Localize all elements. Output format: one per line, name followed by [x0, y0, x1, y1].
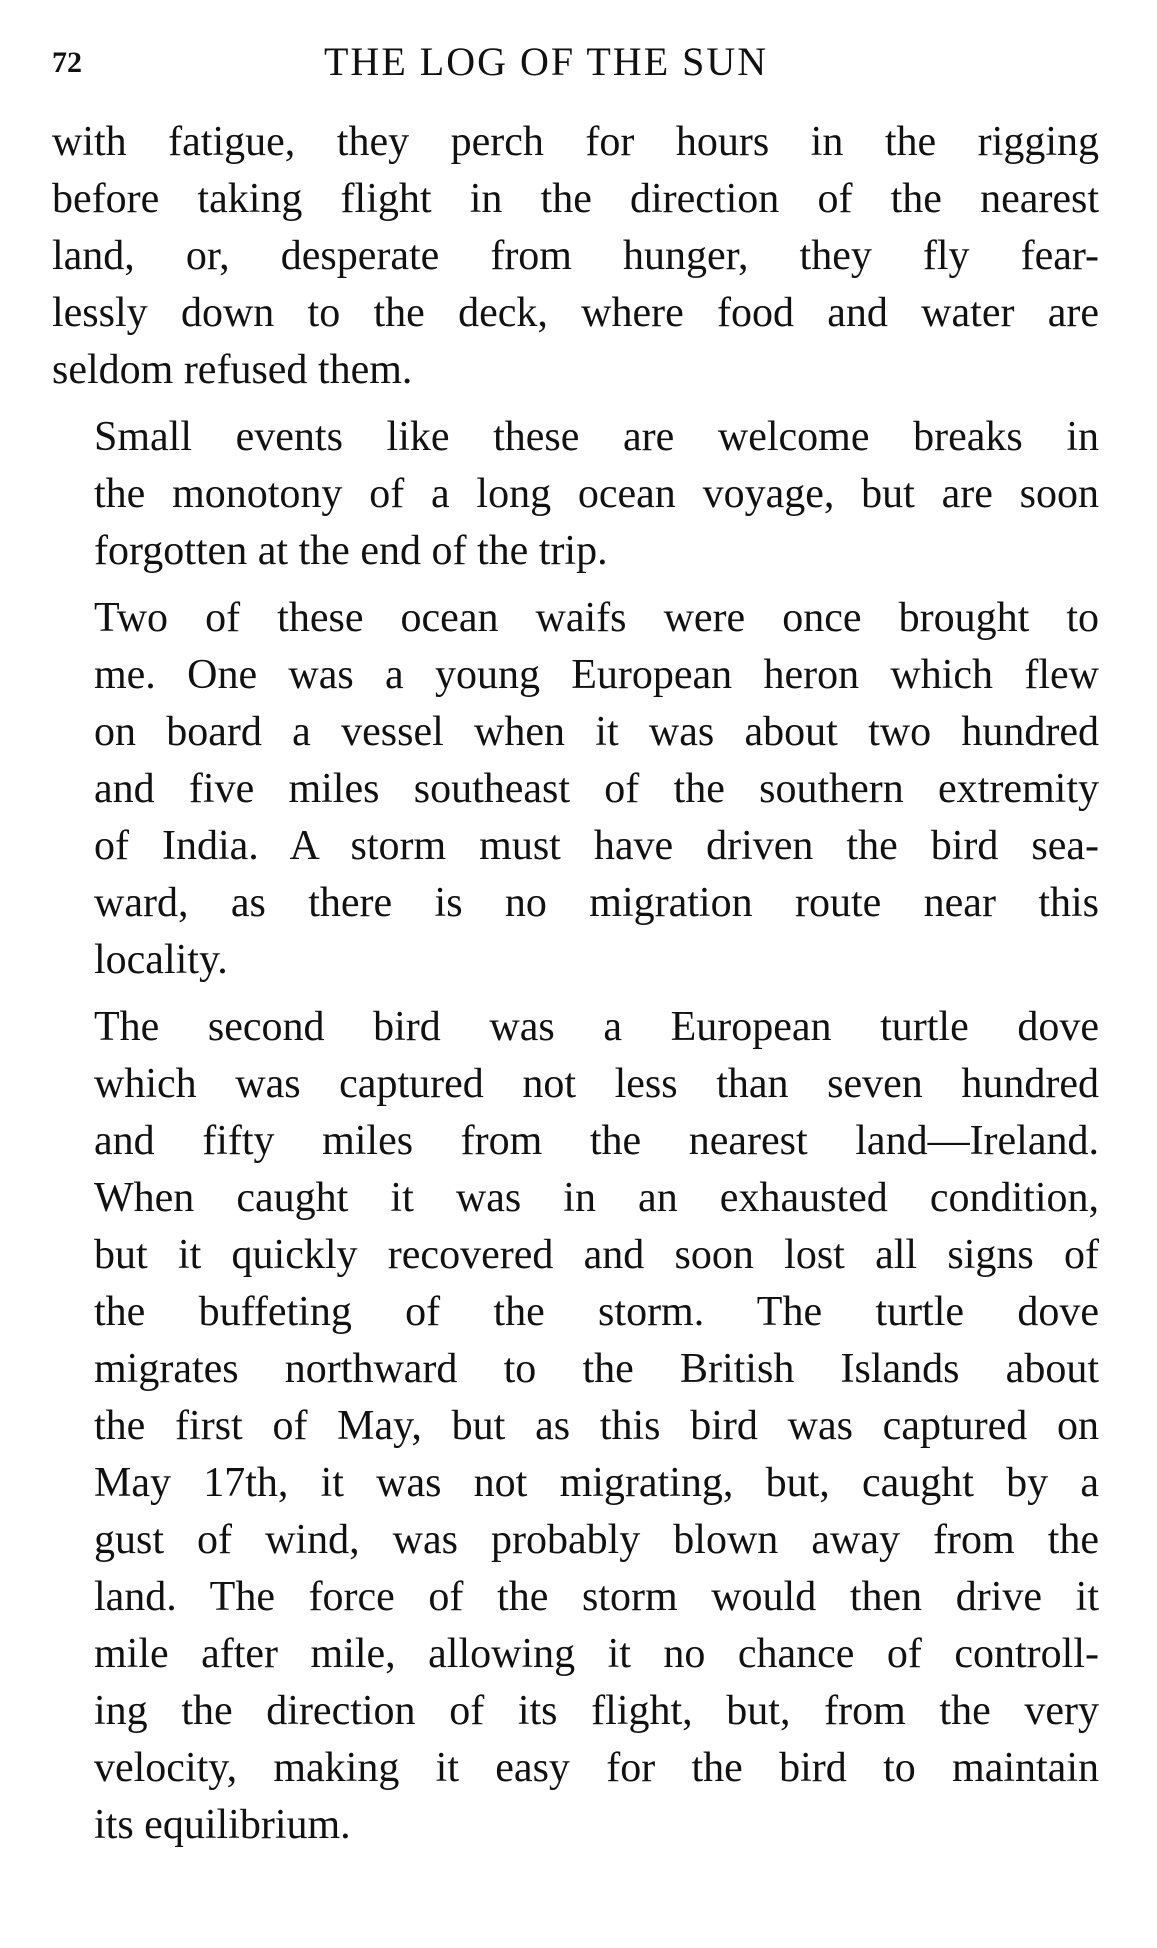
text-line: gust of wind, was probably blown away from the [94, 1517, 1099, 1563]
text-line: but it quickly recovered and soon lost all signs of [94, 1232, 1099, 1278]
text-line: and five miles southeast of the southern extremity [94, 766, 1099, 812]
text-line: locality. [94, 937, 228, 983]
text-line: forgotten at the end of the trip. [94, 528, 608, 574]
paragraph-1 [52, 114, 1099, 399]
paragraph-4 [52, 999, 1099, 1854]
text-line: of India. A storm must have driven the bird sea- [94, 823, 1099, 869]
text-line: its equilibrium. [94, 1802, 351, 1848]
text-line: the buffeting of the storm. The turtle dove [94, 1289, 1099, 1335]
page-number: 72 [52, 46, 82, 79]
text-line: velocity, making it easy for the bird to maintain [94, 1745, 1099, 1791]
running-head [52, 38, 1092, 88]
paragraph-3 [52, 590, 1099, 989]
text-line: the monotony of a long ocean voyage, but are soon [94, 471, 1099, 517]
body-text [52, 114, 1099, 1854]
text-line: mile after mile, allowing it no chance of controll- [94, 1631, 1099, 1677]
text-line: The second bird was a European turtle dove [94, 1004, 1099, 1050]
running-title: THE LOG OF THE SUN [324, 39, 769, 84]
text-line: before taking flight in the direction of the nearest [52, 176, 1099, 222]
text-line: Two of these ocean waifs were once brought to [94, 595, 1099, 641]
text-line: Small events like these are welcome breaks in [94, 414, 1099, 460]
text-line: ing the direction of its flight, but, from the very [94, 1688, 1099, 1734]
text-line: which was captured not less than seven hundred [94, 1061, 1099, 1107]
text-line: with fatigue, they perch for hours in the rigging [52, 119, 1099, 165]
text-line: land, or, desperate from hunger, they fly fear- [52, 233, 1099, 279]
text-line: me. One was a young European heron which flew [94, 652, 1099, 698]
text-line: land. The force of the storm would then drive it [94, 1574, 1099, 1620]
text-line: When caught it was in an exhausted condition, [94, 1175, 1099, 1221]
paragraph-2 [52, 409, 1099, 580]
text-line: seldom refused them. [52, 347, 413, 393]
text-line: migrates northward to the British Islands about [94, 1346, 1099, 1392]
text-line: and fifty miles from the nearest land—Ireland. [94, 1118, 1099, 1164]
text-line: the first of May, but as this bird was captured on [94, 1403, 1099, 1449]
text-line: May 17th, it was not migrating, but, caught by a [94, 1460, 1099, 1506]
text-line: ward, as there is no migration route near this [94, 880, 1099, 926]
text-line: lessly down to the deck, where food and water are [52, 290, 1099, 336]
text-line: on board a vessel when it was about two hundred [94, 709, 1099, 755]
